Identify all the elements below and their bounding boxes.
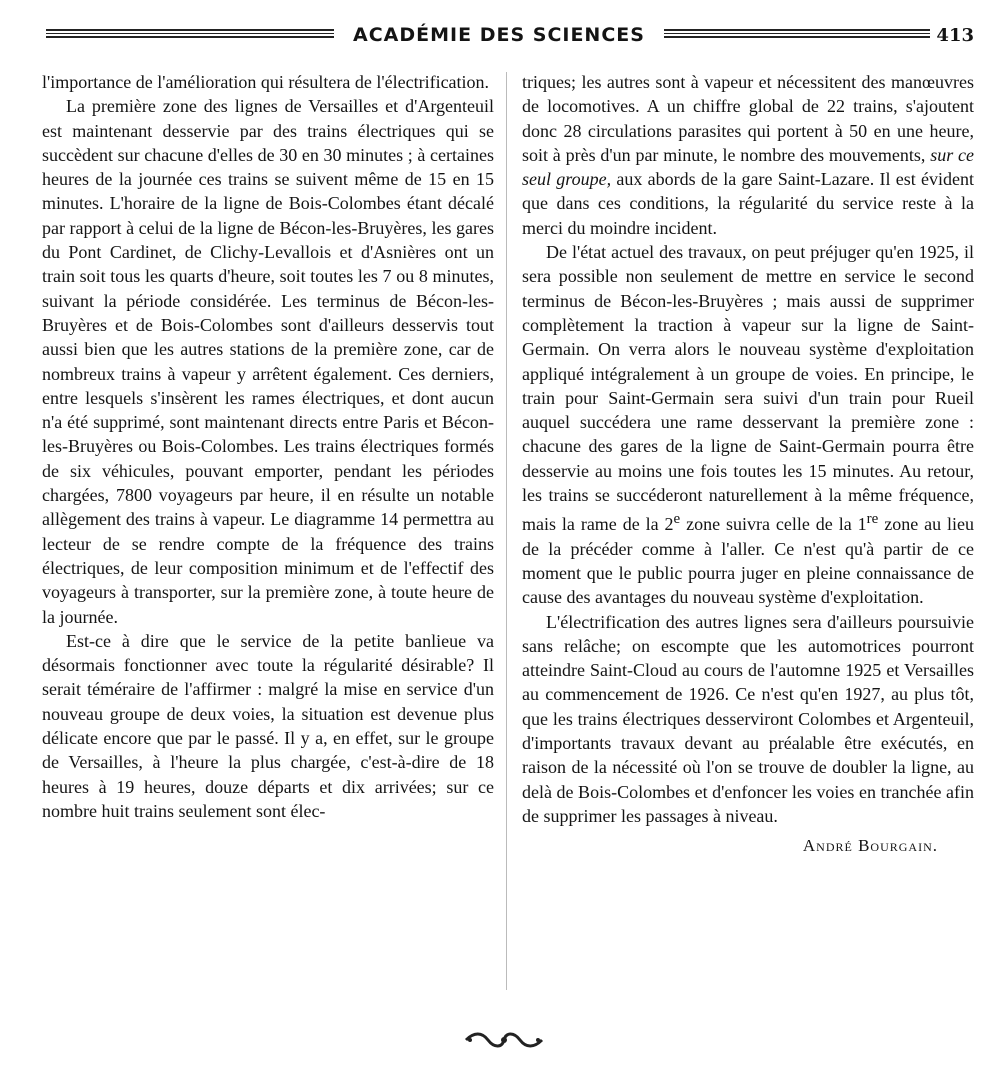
header-rule-right [664, 29, 930, 38]
superscript: re [866, 511, 879, 528]
author-name: André Bourgain. [802, 836, 938, 856]
text-run: zone au lieu de la précéder comme à l'aller. Ce n'est qu'à partir de ce moment que le public pourra juger en pleine connaissance de cause des avantages du nouveau système d'exploitation. [522, 514, 974, 608]
left-column [42, 70, 494, 823]
paragraph: L'électrification des autres lignes sera d'ailleurs poursuivie sans relâche; on escompte que les automotrices pourront atteindre Saint-Cloud au cours de l'automne 1925 et Versailles au commencement de 1926. Ce n'est qu'en 1927, au plus tôt, que les trains électriques desserviront Colombes et Argenteuil, d'importants travaux devant au préalable être exécutés, en raison de la nécessité où l'on se trouve de doubler la ligne, au delà de Bois-Colombes et d'enfoncer les voies en tranchée afin de supprimer les passages à niveau. [522, 611, 974, 826]
paragraph: La première zone des lignes de Versailles et d'Argenteuil est maintenant desservie par des trains électriques qui se succèdent sur chacune d'elles de 30 en 30 minutes ; à certaines heures de la journée ces trains se suivent même de 15 en 15 minutes. L'horaire de la ligne de Bois-Colombes étant décalé par rapport à celui de la ligne de Bécon-les-Bruyères, les gares du Pont Cardinet, de Clichy-Levallois et d'Asnières ont un train soit tous les quarts d'heure, soit toutes les 7 ou 8 minutes, suivant la période considérée. Les terminus de Bécon-les-Bruyères et de Bois-Colombes sont d'ailleurs desservis tout aussi bien que les autres stations de la première zone, car de nombreux trains à vapeur y arrêtent également. Ces derniers, entre lesquels s'insèrent les rames électriques, et dont aucun n'a été supprimé, sont maintenant directs entre Paris et Bécon-les-Bruyères ou Bois-Colombes. Les trains électriques formés de six véhicules, pouvant emporter, pendant les périodes chargées, 7800 voyageurs par heure, il en résulte un notable allègement des trains à vapeur. Le diagramme 14 permettra au lecteur de se rendre compte de la fréquence des trains électriques, de leur composition minimum et de l'effectif des voyageurs à transporter, sur la première zone, à toute heure de la journée. [42, 96, 494, 627]
header-rule-left [46, 29, 334, 38]
column-divider [506, 72, 507, 990]
paragraph [522, 70, 974, 240]
text-run: triques; les autres sont à vapeur et nécessitent des manœuvres de locomotives. A un chiffre global de 22 trains, s'ajoutent donc 28 circulations parasites qui portent à 50 en une heure, soit à près d'un par minute, le nombre des mouvements, [522, 72, 974, 165]
superscript: e [673, 511, 681, 528]
text-run: zone suivra celle de la 1 [686, 514, 867, 535]
paragraph [522, 240, 974, 609]
running-title: ACADÉMIE DES SCIENCES [353, 24, 645, 46]
emphasis: sur ce seul groupe, [522, 144, 974, 190]
page-number: 413 [936, 25, 974, 46]
ornament-icon [462, 1030, 546, 1050]
paragraph: l'importance de l'amélioration qui résultera de l'électrification. [42, 72, 490, 92]
paragraph: Est-ce à dire que le service de la petite banlieue va désormais fonctionner avec toute la régularité désirable? Il serait téméraire de l'affirmer : malgré la mise en service d'un nouveau groupe de deux voies, la situation est devenue plus délicate encore que par le passé. Il y a, en effet, sur le groupe de Versailles, à l'heure la plus chargée, c'est-à-dire de 18 heures à 19 heures, douze départs et dix arrivées; sur ce nombre huit trains seulement sont élec- [42, 630, 494, 821]
author-signature [522, 834, 974, 858]
text-run: De l'état actuel des travaux, on peut préjuger qu'en 1925, il sera possible non seulement de mettre en service le second terminus de Bécon-les-Bruyères ; mais aussi de supprimer complètement la traction à vapeur sur la ligne de Saint-Germain. On verra alors le nouveau système d'exploitation appliqué intégralement à un groupe de voies. En principe, le train pour Saint-Germain sera suivi d'un train pour Rueil auquel succédera une rame desservant la première zone : chacune des gares de la ligne de Saint-Germain pourra être desservie au moins une fois toutes les 15 minutes. Au retour, les trains se succéderont naturellement à la même fréquence, mais la rame de la 2 [522, 242, 974, 535]
page-header [46, 22, 974, 56]
right-column [522, 70, 974, 859]
text-run: aux abords de la gare Saint-Lazare. Il est évident que dans ces conditions, la régularité du service reste à la merci du moindre incident. [522, 169, 975, 238]
